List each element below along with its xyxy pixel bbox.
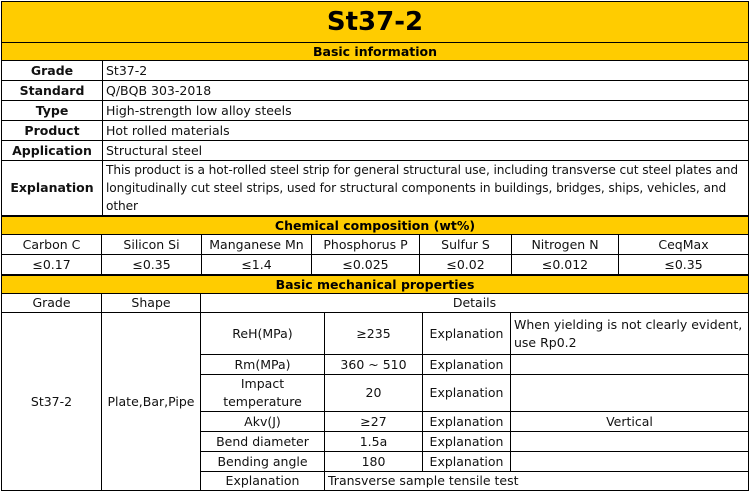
chemical-composition-table — [1, 216, 749, 275]
application-label: Application — [2, 141, 103, 161]
chem-val-silicon: ≤0.35 — [102, 255, 202, 275]
table-row-value: 20 — [325, 375, 423, 412]
chem-col-ceqmax: CeqMax — [619, 235, 749, 255]
mechanical-header: Basic mechanical properties — [2, 276, 749, 294]
mechanical-properties-table — [1, 275, 749, 491]
type-value: High-strength low alloy steels — [103, 101, 749, 121]
chem-col-silicon: Silicon Si — [102, 235, 202, 255]
table-row-note: Vertical — [511, 412, 749, 432]
table-row-value: ≥27 — [325, 412, 423, 432]
table-row-value: 180 — [325, 452, 423, 472]
table-row-label: Explanation — [423, 313, 511, 355]
table-row-note — [511, 375, 749, 412]
mech-footer-label: Explanation — [201, 472, 325, 491]
standard-label: Standard — [2, 81, 103, 101]
chem-val-manganese: ≤1.4 — [202, 255, 312, 275]
table-row-property: Bending angle — [201, 452, 325, 472]
mech-col-details: Details — [201, 294, 749, 313]
grade-label: Grade — [2, 61, 103, 81]
explanation-label: Explanation — [2, 161, 103, 216]
application-value: Structural steel — [103, 141, 749, 161]
basic-info-header: Basic information — [2, 43, 749, 61]
chem-val-carbon: ≤0.17 — [2, 255, 102, 275]
chem-val-nitrogen: ≤0.012 — [512, 255, 619, 275]
table-row-value: ≥235 — [325, 313, 423, 355]
chem-val-ceqmax: ≤0.35 — [619, 255, 749, 275]
standard-value: Q/BQB 303-2018 — [103, 81, 749, 101]
grade-value: St37-2 — [103, 61, 749, 81]
chem-val-phosphorus: ≤0.025 — [312, 255, 420, 275]
table-row-label: Explanation — [423, 452, 511, 472]
spec-sheet — [1, 1, 749, 491]
chem-col-manganese: Manganese Mn — [202, 235, 312, 255]
chem-col-nitrogen: Nitrogen N — [512, 235, 619, 255]
mech-col-grade: Grade — [2, 294, 102, 313]
table-row-note: When yielding is not clearly evident, use Rp0.2 — [511, 313, 749, 355]
mech-grade-value: St37-2 — [2, 313, 102, 491]
table-row-property: Akv(J) — [201, 412, 325, 432]
chemical-header: Chemical composition (wt%) — [2, 217, 749, 235]
table-row-label: Explanation — [423, 432, 511, 452]
table-row-value: 1.5a — [325, 432, 423, 452]
table-row-property: Rm(MPa) — [201, 355, 325, 375]
table-row-label: Explanation — [423, 355, 511, 375]
table-row-property: ReH(MPa) — [201, 313, 325, 355]
chem-val-sulfur: ≤0.02 — [420, 255, 512, 275]
page-title: St37-2 — [2, 2, 749, 43]
table-row-property: Bend diameter — [201, 432, 325, 452]
chem-col-phosphorus: Phosphorus P — [312, 235, 420, 255]
table-row-value: 360 ~ 510 — [325, 355, 423, 375]
table-row-property: Impact temperature — [201, 375, 325, 412]
chem-col-sulfur: Sulfur S — [420, 235, 512, 255]
product-label: Product — [2, 121, 103, 141]
mech-col-shape: Shape — [102, 294, 201, 313]
mech-footer-value: Transverse sample tensile test — [325, 472, 749, 491]
table-row-note — [511, 432, 749, 452]
table-row-note — [511, 355, 749, 375]
table-row-label: Explanation — [423, 412, 511, 432]
basic-info-table — [1, 1, 749, 216]
chem-col-carbon: Carbon C — [2, 235, 102, 255]
explanation-value: This product is a hot-rolled steel strip for general structural use, including transverse cut steel plates and longitudinally cut steel strips, used for structural components in buildings, bridges, ships, vehicles, and other — [103, 161, 749, 216]
type-label: Type — [2, 101, 103, 121]
mech-shape-value: Plate,Bar,Pipe — [102, 313, 201, 491]
product-value: Hot rolled materials — [103, 121, 749, 141]
table-row-label: Explanation — [423, 375, 511, 412]
